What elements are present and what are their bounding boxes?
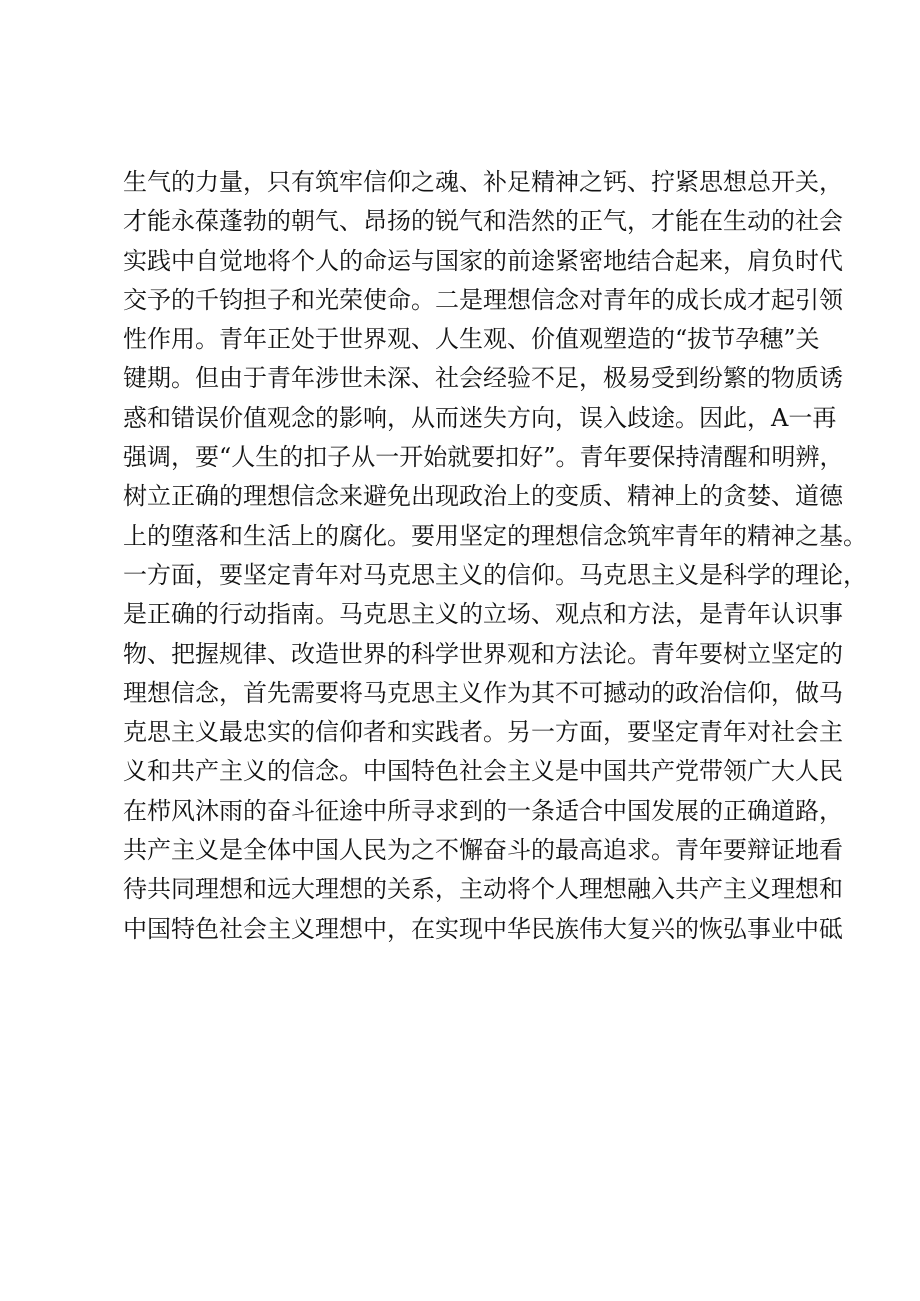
text-line: 共产主义是全体中国人民为之不懈奋斗的最高追求。青年要辩证地看 — [123, 836, 843, 865]
text-line: 惑和错误价值观念的影响，从而迷失方向，误入歧途。因此，A一再 — [123, 403, 837, 432]
text-line: 义和共产主义的信念。中国特色社会主义是中国共产党带领广大人民 — [123, 757, 843, 786]
text-line: 是正确的行动指南。马克思主义的立场、观点和方法，是青年认识事 — [123, 600, 843, 629]
text-line: 强调，要“人生的扣子从一开始就要扣好”。青年要保持清醒和明辨， — [123, 443, 844, 472]
text-line: 中国特色社会主义理想中，在实现中华民族伟大复兴的恢弘事业中砥 — [123, 914, 843, 943]
text-line: 实践中自觉地将个人的命运与国家的前途紧密地结合起来，肩负时代 — [123, 246, 843, 275]
text-line: 在栉风沐雨的奋斗征途中所寻求到的一条适合中国发展的正确道路， — [123, 796, 843, 825]
text-line: 树立正确的理想信念来避免出现政治上的变质、精神上的贪婪、道德 — [123, 482, 843, 511]
text-line: 物、把握规律、改造世界的科学世界观和方法论。青年要树立坚定的 — [123, 639, 843, 668]
text-line: 交予的千钧担子和光荣使命。二是理想信念对青年的成长成才起引领 — [123, 285, 843, 314]
text-line: 上的堕落和生活上的腐化。要用坚定的理想信念筑牢青年的精神之基。 — [123, 521, 867, 550]
text-line: 才能永葆蓬勃的朝气、昂扬的锐气和浩然的正气，才能在生动的社会 — [123, 207, 843, 236]
text-line: 生气的力量，只有筑牢信仰之魂、补足精神之钙、拧紧思想总开关， — [123, 168, 843, 196]
text-line: 理想信念，首先需要将马克思主义作为其不可撼动的政治信仰，做马 — [123, 678, 843, 707]
text-line: 性作用。青年正处于世界观、人生观、价值观塑造的“拔节孕穗”关 — [123, 325, 820, 354]
body-text — [123, 163, 867, 949]
text-line: 克思主义最忠实的信仰者和实践者。另一方面，要坚定青年对社会主 — [123, 718, 843, 747]
text-line: 键期。但由于青年涉世未深、社会经验不足，极易受到纷繁的物质诱 — [123, 364, 843, 393]
text-line: 一方面，要坚定青年对马克思主义的信仰。马克思主义是科学的理论， — [123, 560, 867, 589]
text-line: 待共同理想和远大理想的关系，主动将个人理想融入共产主义理想和 — [123, 875, 843, 904]
